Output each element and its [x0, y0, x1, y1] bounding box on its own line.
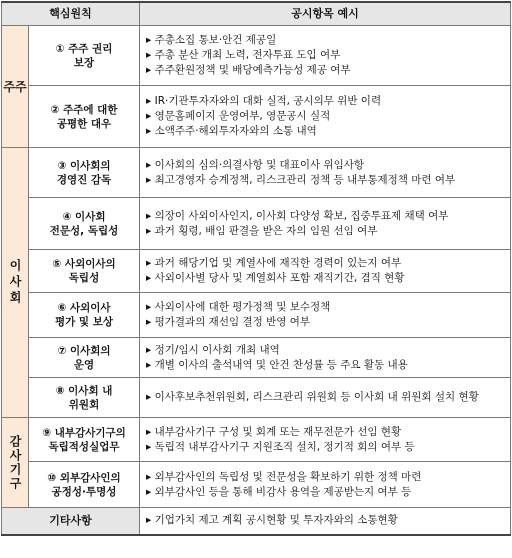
table-row [2, 508, 511, 535]
principle-label: ⑨ 내부감사기구의 독립적성실업무 [29, 418, 140, 462]
principle-label: ⑩ 외부감사인의 공정성·투명성 [29, 462, 140, 508]
principle-label: ⑤ 사외이사의 독립성 [29, 250, 140, 293]
table-row [2, 462, 511, 508]
disclosure-items: ▸ 주총소집 통보·안건 제공일 ▸ 주총 분산 개최 노력, 전자투표 도입 여부 ▸ 주주환원정책 및 배당예측가능성 제공 여부 [140, 26, 511, 86]
group-audit: 감사기구 [2, 418, 29, 508]
principle-label: ⑥ 사외이사 평가 및 보상 [29, 293, 140, 338]
table-row [2, 198, 511, 250]
table-row [2, 293, 511, 338]
principle-label: ④ 이사회 전문성, 독립성 [29, 198, 140, 250]
disclosure-items: ▸ 기업가치 제고 계획 공시현황 및 투자자와의 소통현황 [140, 508, 511, 535]
table-row [2, 378, 511, 418]
table-row [2, 418, 511, 462]
principle-label: ⑦ 이사회의 운영 [29, 338, 140, 378]
principle-label: ② 주주에 대한 공평한 대우 [29, 86, 140, 148]
governance-disclosure-table [1, 1, 511, 536]
header-row [2, 2, 511, 26]
disclosure-items: ▸ 사외이사에 대한 평가정책 및 보수정책 ▸ 평가결과의 재선임 결정 반영 여부 [140, 293, 511, 338]
table-row [2, 148, 511, 198]
other-label: 기타사항 [2, 508, 140, 535]
table-row [2, 26, 511, 86]
disclosure-items: ▸ 이사후보추천위원회, 리스크관리 위원회 등 이사회 내 위원회 설치 현황 [140, 378, 511, 418]
table-row [2, 338, 511, 378]
table-row [2, 250, 511, 293]
disclosure-items: ▸ IR·기관투자자와의 대화 실적, 공시의무 위반 이력 ▸ 영문홈페이지 운영여부, 영문공시 실적 ▸ 소액주주·해외투자자와의 소통 내역 [140, 86, 511, 148]
principle-label: ③ 이사회의 경영진 감독 [29, 148, 140, 198]
disclosure-items: ▸ 이사회의 심의·의결사항 및 대표이사 위임사항 ▸ 최고경영자 승계정책, 리스크관리 정책 등 내부통제정책 마련 여부 [140, 148, 511, 198]
disclosure-items: ▸ 정기/임시 이사회 개최 내역 ▸ 개별 이사의 출석내역 및 안건 찬성률 등 주요 활동 내용 [140, 338, 511, 378]
table-row [2, 86, 511, 148]
disclosure-items: ▸ 외부감사인의 독립성 및 전문성을 확보하기 위한 정책 마련 ▸ 외부감사인 등을 통해 비감사 용역을 제공받는지 여부 등 [140, 462, 511, 508]
disclosure-items: ▸ 내부감사기구 구성 및 회계 또는 재무전문가 선임 현황 ▸ 독립적 내부감사기구 지원조직 설치, 정기적 회의 여부 등 [140, 418, 511, 462]
disclosure-items: ▸ 의장이 사외이사인지, 이사회 다양성 확보, 집중투표제 채택 여부 ▸ 과거 횡령, 배임 판결을 받은 자의 임원 선임 여부 [140, 198, 511, 250]
header-principle: 핵심원칙 [2, 2, 140, 26]
group-board: 이사회 [2, 148, 29, 418]
principle-label: ⑧ 이사회 내 위원회 [29, 378, 140, 418]
disclosure-items: ▸ 과거 해당기업 및 계열사에 재직한 경력이 있는지 여부 ▸ 사외이사별 당사 및 계열회사 포함 재직기간, 겸직 현황 [140, 250, 511, 293]
principle-label: ① 주주 권리 보장 [29, 26, 140, 86]
group-shareholders: 주주 [2, 26, 29, 148]
header-items: 공시항목 예시 [140, 2, 511, 26]
